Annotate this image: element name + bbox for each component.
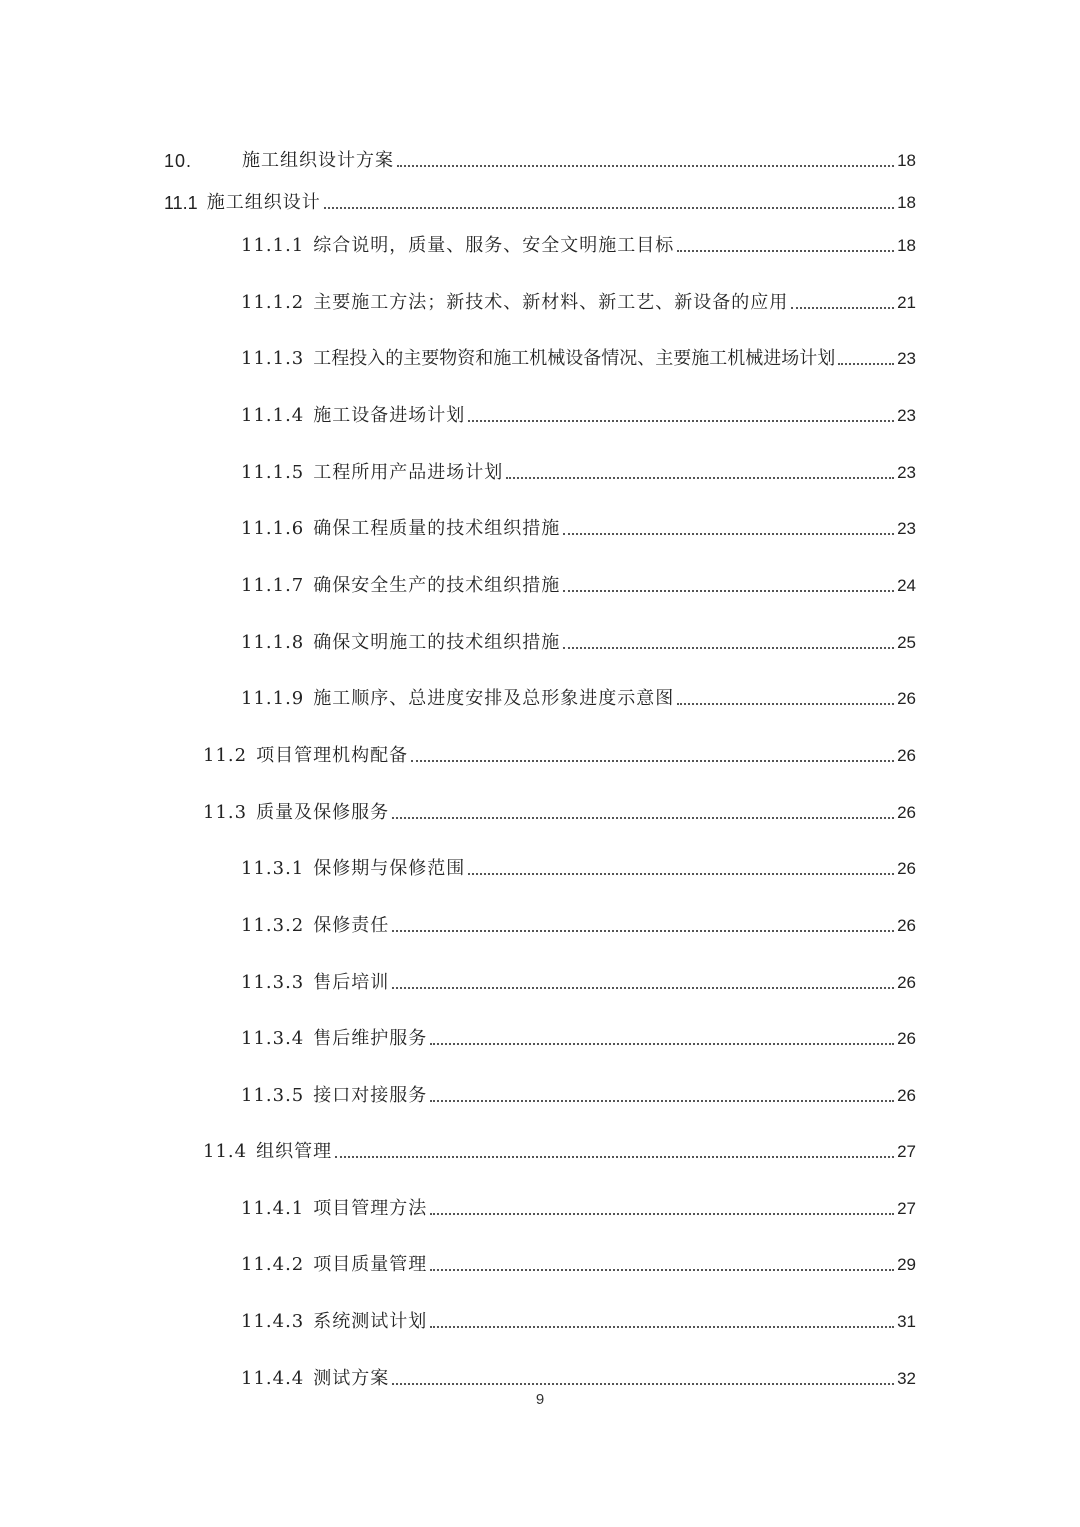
toc-entry-number: 11.1.7 (241, 575, 305, 596)
toc-entry-page: 26 (897, 689, 916, 708)
toc-entry[interactable] (241, 510, 916, 540)
toc-entry-number: 11.3.4 (241, 1028, 305, 1049)
toc-entry-number: 11.3.5 (241, 1085, 305, 1106)
toc-entry-number: 11.3.1 (241, 858, 305, 879)
toc-entry[interactable] (241, 1190, 916, 1220)
toc-entry-title: 测试方案 (313, 1368, 390, 1389)
toc-entry-title: 施工组织设计 (206, 192, 321, 213)
toc-entry-number: 11.1.5 (241, 462, 305, 483)
toc-leader-dots (563, 647, 894, 649)
toc-entry[interactable] (241, 624, 916, 654)
toc-leader-dots (397, 165, 894, 167)
toc-entry-number: 11.3.2 (241, 915, 305, 936)
toc-entry-page: 27 (897, 1199, 916, 1218)
toc-entry[interactable] (203, 794, 916, 824)
toc-entry-page: 18 (897, 236, 916, 255)
toc-leader-dots (411, 760, 894, 762)
toc-leader-dots (677, 250, 894, 252)
toc-entry-page: 27 (897, 1142, 916, 1161)
toc-entry[interactable] (241, 907, 916, 937)
toc-entry-page: 21 (897, 293, 916, 312)
toc-entry-title: 施工顺序、总进度安排及总形象进度示意图 (313, 688, 675, 709)
toc-entry-page: 23 (897, 349, 916, 368)
toc-entry-number: 11.4.2 (241, 1254, 305, 1275)
toc-entry-number: 11.4.1 (241, 1198, 305, 1219)
toc-entry-title: 施工设备进场计划 (313, 405, 466, 426)
toc-leader-dots (563, 590, 894, 592)
toc-entry-page: 24 (897, 576, 916, 595)
toc-entry-number: 11.1.8 (241, 632, 305, 653)
toc-entry[interactable] (241, 850, 916, 880)
toc-entry-title: 工程所用产品进场计划 (313, 462, 504, 483)
toc-entry[interactable] (241, 1246, 916, 1276)
toc-entry[interactable] (164, 142, 916, 172)
toc-entry-title: 综合说明，质量、服务、安全文明施工目标 (313, 235, 675, 256)
toc-entry-title: 售后维护服务 (313, 1028, 428, 1049)
toc-entry-title: 组织管理 (256, 1141, 333, 1162)
toc-entry-title: 确保文明施工的技术组织措施 (313, 632, 561, 653)
toc-entry-title: 售后培训 (313, 972, 390, 993)
toc-entry-number: 11.1.9 (241, 688, 305, 709)
toc-entry-page: 26 (897, 973, 916, 992)
toc-leader-dots (392, 817, 894, 819)
toc-entry-title: 项目质量管理 (313, 1254, 428, 1275)
toc-entry-title: 确保安全生产的技术组织措施 (313, 575, 561, 596)
toc-entry-title: 项目管理机构配备 (256, 745, 409, 766)
toc-entry-title: 保修期与保修范围 (313, 858, 466, 879)
toc-leader-dots (335, 1156, 894, 1158)
toc-leader-dots (791, 307, 894, 309)
toc-entry-page: 26 (897, 1029, 916, 1048)
toc-entry-page: 23 (897, 463, 916, 482)
toc-entry-page: 26 (897, 803, 916, 822)
toc-leader-dots (392, 987, 894, 989)
toc-entry-number: 11.4.3 (241, 1311, 305, 1332)
toc-entry[interactable] (203, 1133, 916, 1163)
toc-entry-number: 11.1.1 (241, 235, 305, 256)
toc-leader-dots (506, 477, 894, 479)
toc-entry[interactable] (241, 1360, 916, 1390)
toc-entry-page: 26 (897, 1086, 916, 1105)
toc-leader-dots (468, 873, 894, 875)
toc-leader-dots (563, 533, 894, 535)
toc-entry-title: 施工组织设计方案 (242, 150, 394, 171)
toc-entry-number: 11.3 (203, 802, 248, 823)
toc-entry[interactable] (241, 340, 916, 370)
toc-entry[interactable] (241, 284, 916, 314)
toc-entry-number: 11.1.3 (241, 348, 305, 369)
toc-entry-title: 项目管理方法 (313, 1198, 428, 1219)
toc-entry-page: 32 (897, 1369, 916, 1388)
toc-entry[interactable] (241, 1303, 916, 1333)
toc-entry-title: 系统测试计划 (313, 1311, 428, 1332)
toc-entry[interactable] (203, 737, 916, 767)
toc-entry[interactable] (241, 397, 916, 427)
toc-entry-title: 接口对接服务 (313, 1085, 428, 1106)
toc-entry-title: 保修责任 (313, 915, 390, 936)
toc-leader-dots (468, 420, 894, 422)
toc-entry[interactable] (241, 227, 916, 257)
toc-entry[interactable] (241, 1020, 916, 1050)
toc-entry-page: 23 (897, 519, 916, 538)
toc-leader-dots (677, 703, 894, 705)
toc-entry-title: 质量及保修服务 (256, 802, 390, 823)
toc-leader-dots (430, 1269, 894, 1271)
toc-entry-page: 29 (897, 1255, 916, 1274)
toc-entry[interactable] (241, 1077, 916, 1107)
toc-leader-dots (430, 1100, 894, 1102)
page-number-footer: 9 (535, 1391, 545, 1408)
toc-entry[interactable] (241, 964, 916, 994)
toc-entry-number: 11.4 (203, 1141, 248, 1162)
toc-leader-dots (392, 930, 894, 932)
toc-entry-page: 31 (897, 1312, 916, 1331)
toc-leader-dots (430, 1326, 894, 1328)
toc-entry-title: 工程投入的主要物资和施工机械设备情况、主要施工机械进场计划 (313, 348, 836, 369)
toc-entry-number: 11.4.4 (241, 1368, 305, 1389)
toc-entry[interactable] (241, 454, 916, 484)
toc-entry-page: 23 (897, 406, 916, 425)
toc-entry[interactable] (164, 184, 916, 214)
toc-entry-number: 11.1 (164, 193, 198, 213)
toc-leader-dots (430, 1213, 894, 1215)
toc-leader-dots (838, 363, 894, 365)
toc-entry[interactable] (241, 567, 916, 597)
toc-leader-dots (430, 1043, 894, 1045)
toc-entry-number: 11.3.3 (241, 972, 305, 993)
toc-entry[interactable] (241, 680, 916, 710)
toc-entry-page: 26 (897, 746, 916, 765)
toc-entry-page: 26 (897, 859, 916, 878)
toc-entry-page: 25 (897, 633, 916, 652)
toc-leader-dots (324, 207, 894, 209)
toc-entry-number: 11.2 (203, 745, 248, 766)
toc-entry-page: 18 (897, 193, 916, 212)
toc-entry-title: 主要施工方法；新技术、新材料、新工艺、新设备的应用 (313, 292, 789, 313)
toc-entry-number: 10. (164, 151, 193, 171)
toc-entry-title: 确保工程质量的技术组织措施 (313, 518, 561, 539)
toc-entry-number: 11.1.2 (241, 292, 305, 313)
toc-entry-page: 18 (897, 151, 916, 170)
toc-entry-number: 11.1.4 (241, 405, 305, 426)
toc-leader-dots (392, 1383, 894, 1385)
toc-entry-number: 11.1.6 (241, 518, 305, 539)
toc-entry-page: 26 (897, 916, 916, 935)
